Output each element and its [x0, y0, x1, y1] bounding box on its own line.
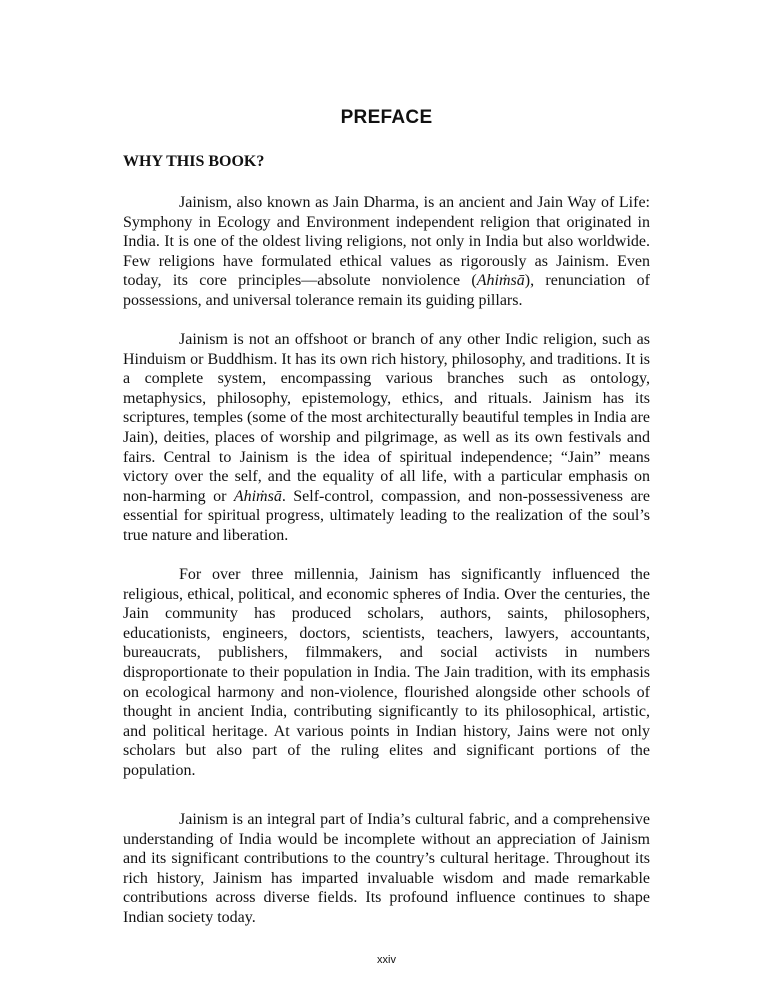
paragraph-text-run: Jainism is an integral part of India’s cultural fabric, and a comprehensive understanding of India would be incomplete without an appreciation of Jainism and its significant contributions to the country’s cultural heritage. Throughout its rich history, Jainism has imparted invaluable wisdom and made remarkable contributions across diverse fields. Its profound influence continues to shape Indian society today.: [123, 811, 650, 926]
paragraph-text-run: For over three millennia, Jainism has significantly influenced the religious, ethical, political, and economic spheres of India. Over the centuries, the Jain community has produced scholars, authors, saints, philosophers, educationists, engineers, doctors, scientists, teachers, lawyers, accountants, bureaucrats, publishers, filmmakers, and social activists in numbers disproportionate to their population in India. The Jain tradition, with its emphasis on ecological harmony and non-violence, flourished alongside other schools of thought in ancient India, contributing significantly to its philosophical, artistic, and political heritage. At various points in Indian history, Jains were not only scholars but also part of the ruling elites and significant portions of the population.: [123, 566, 650, 779]
section-heading: WHY THIS BOOK?: [123, 153, 265, 170]
paragraph-text-run: . Self-control, compassion, and non-possessiveness are essential for spiritual progress, ultimately leading to the realization of the soul’s true nature and liberation.: [123, 487, 650, 544]
paragraph-text-run: Jainism, also known as Jain Dharma, is an ancient and Jain Way of Life: Symphony in Ecology and Environment independent religion that originated in India. It is one of the oldest living religions, not only in India but also worldwide. Few religions have formulated ethical values as rigorously as Jainism. Even today, its core principles—absolute nonviolence (: [123, 194, 650, 290]
page-title: PREFACE: [340, 107, 433, 128]
paragraph-text-run: Jainism is not an offshoot or branch of any other Indic religion, such as Hinduism or Buddhism. It has its own rich history, philosophy, and traditions. It is a complete system, encompassing various branches such as ontology, metaphysics, philosophy, epistemology, ethics, and rituals. Jainism has its scriptures, temples (some of the most architecturally beautiful temples in India are Jain), deities, places of worship and pilgrimage, as well as its own festivals and fairs. Central to Jainism is the idea of spiritual independence; “Jain” means victory over the self, and the equality of all life, with a particular emphasis on non-harming or: [123, 331, 650, 505]
paragraph-1: [123, 193, 650, 311]
paragraph-3: [123, 565, 650, 781]
italic-term: Ahiṁsā: [233, 487, 282, 505]
paragraph-text-run: ), renunciation of possessions, and universal tolerance remain its guiding pillars.: [123, 272, 651, 309]
paragraph-2: [123, 330, 650, 546]
page-number: xxiv: [377, 954, 396, 966]
paragraph-4: [123, 810, 650, 928]
italic-term: Ahiṁsā: [476, 272, 525, 290]
